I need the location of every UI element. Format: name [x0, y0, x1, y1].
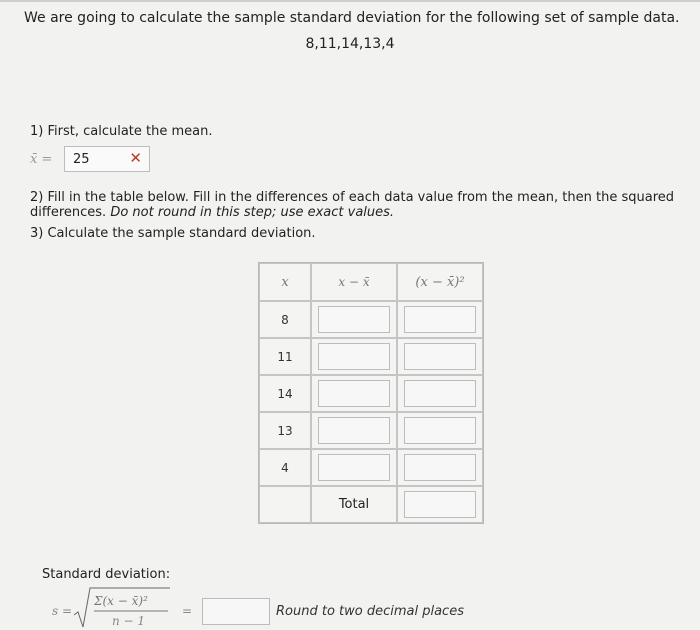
- difference-cell: [311, 375, 397, 412]
- table-header-row: [259, 263, 483, 301]
- squared-input[interactable]: [404, 306, 476, 333]
- sd-label: Standard deviation:: [42, 567, 171, 582]
- top-divider: [0, 0, 700, 2]
- table-row: [259, 412, 483, 449]
- difference-input[interactable]: [318, 417, 390, 444]
- formula-equals: =: [182, 604, 193, 618]
- squared-cell: [397, 338, 483, 375]
- table-total-row: [259, 486, 483, 523]
- x-value: 8: [259, 301, 311, 338]
- squared-cell: [397, 412, 483, 449]
- header-x: x: [259, 263, 311, 301]
- table-row: [259, 301, 483, 338]
- squared-input[interactable]: [404, 417, 476, 444]
- step1-instruction: 1) First, calculate the mean.: [30, 124, 213, 139]
- step3-instruction: 3) Calculate the sample standard deviation.: [30, 226, 316, 241]
- mean-symbol: x̄ =: [30, 151, 53, 167]
- table-row: [259, 449, 483, 486]
- difference-input[interactable]: [318, 454, 390, 481]
- formula-denominator: n − 1: [112, 614, 146, 628]
- squared-input[interactable]: [404, 380, 476, 407]
- difference-input[interactable]: [318, 306, 390, 333]
- total-label: Total: [311, 486, 397, 523]
- squared-input[interactable]: [404, 343, 476, 370]
- empty-cell: [259, 486, 311, 523]
- table-row: [259, 338, 483, 375]
- mean-row: [30, 146, 150, 172]
- squared-cell: [397, 449, 483, 486]
- sd-answer-input[interactable]: [202, 598, 270, 625]
- dataset-values: 8,11,14,13,4: [305, 36, 395, 52]
- step2-instruction: [30, 190, 680, 220]
- step2-text: 2) Fill in the table below. Fill in the differences of each data value from the mean, then the squared differences.: [30, 190, 675, 220]
- difference-input[interactable]: [318, 343, 390, 370]
- total-cell: [397, 486, 483, 523]
- formula-s-label: s =: [52, 604, 73, 618]
- round-note: Round to two decimal places: [276, 604, 464, 619]
- step2-emphasis: Do not round in this step; use exact values.: [110, 205, 395, 220]
- header-squared-difference: (x − x̄)²: [397, 263, 483, 301]
- difference-cell: [311, 412, 397, 449]
- x-value: 4: [259, 449, 311, 486]
- deviation-table: [258, 262, 484, 524]
- mean-field-wrap: [64, 146, 150, 172]
- squared-input[interactable]: [404, 454, 476, 481]
- header-difference: x − x̄: [311, 263, 397, 301]
- intro-text: We are going to calculate the sample standard deviation for the following set of sample data.: [24, 10, 680, 26]
- squared-cell: [397, 375, 483, 412]
- x-value: 14: [259, 375, 311, 412]
- difference-cell: [311, 338, 397, 375]
- difference-cell: [311, 301, 397, 338]
- x-mark-icon: ✕: [129, 149, 142, 167]
- x-value: 11: [259, 338, 311, 375]
- difference-cell: [311, 449, 397, 486]
- squared-cell: [397, 301, 483, 338]
- difference-input[interactable]: [318, 380, 390, 407]
- total-input[interactable]: [404, 491, 476, 518]
- table-row: [259, 375, 483, 412]
- x-value: 13: [259, 412, 311, 449]
- formula-numerator: Σ(x − x̄)²: [94, 594, 148, 608]
